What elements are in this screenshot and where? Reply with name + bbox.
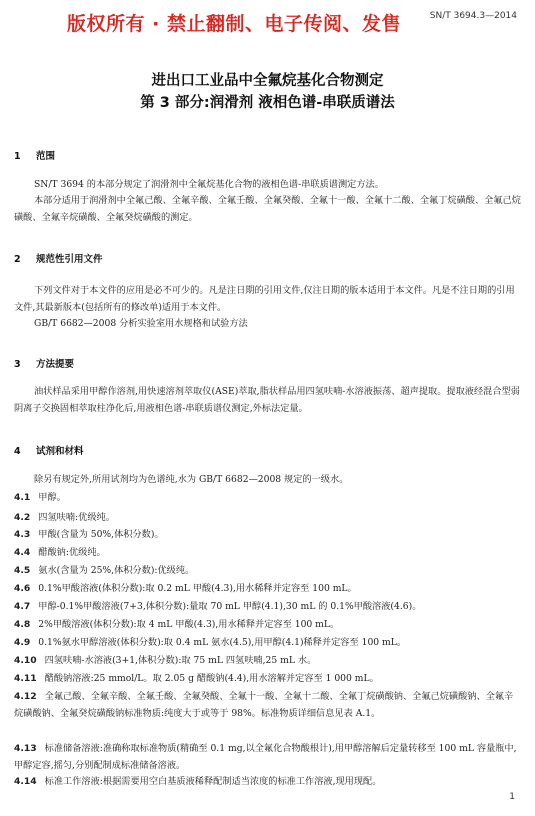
reagent-text: 醋酸钠:优级纯。 — [38, 547, 106, 558]
reagent-item — [14, 510, 522, 527]
section-number: 1 — [14, 151, 21, 162]
document-subtitle: 第 3 部分:润滑剂 液相色谱-串联质谱法 — [140, 95, 395, 111]
reagent-number: 4.14 — [14, 776, 37, 787]
section-heading-references — [14, 251, 103, 265]
reagent-item — [14, 617, 522, 634]
reagent-item — [14, 774, 522, 791]
reagent-item — [14, 653, 522, 670]
document-title: 进出口工业品中全氟烷基化合物测定 — [151, 73, 384, 89]
scope-paragraph-2: 本部分适用于润滑剂中全氟己酸、全氟辛酸、全氟壬酸、全氟癸酸、全氟十一酸、全氟十二酸、全氟丁烷磺酸、全氟己烷磺酸、全氟辛烷磺酸、全氟癸烷磺酸的测定。 — [14, 195, 521, 223]
section-number: 2 — [14, 254, 21, 265]
reagent-text: 0.1%甲酸溶液(体积分数):取 0.2 mL 甲酸(4.3),用水稀释并定容至 100 mL。 — [38, 583, 357, 594]
reagent-text: 醋酸钠溶液:25 mmol/L。取 2.05 g 醋酸钠(4.4),用水溶解并定容至 1 000 mL。 — [44, 673, 379, 684]
reagent-text: 标准工作溶液:根据需要用空白基质液稀释配制适当浓度的标准工作溶液,现用现配。 — [44, 776, 382, 787]
reagent-item — [14, 599, 522, 616]
reagent-number: 4.12 — [14, 691, 37, 702]
reagent-number: 4.1 — [14, 492, 31, 503]
reagent-number: 4.8 — [14, 619, 31, 630]
reagent-number: 4.3 — [14, 529, 31, 540]
reagents-intro: 除另有规定外,所用试剂均为色谱纯,水为 GB/T 6682—2008 规定的一级水。 — [34, 474, 349, 485]
reagent-item — [14, 741, 522, 774]
references-paragraph-1: 下列文件对于本文件的应用是必不可少的。凡是注日期的引用文件,仅注日期的版本适用于本文件。凡是不注日期的引用文件,其最新版本(包括所有的修改单)适用于本文件。 — [14, 285, 515, 313]
reagent-item — [14, 581, 522, 598]
section-title: 规范性引用文件 — [36, 254, 103, 265]
reagent-item — [14, 527, 522, 544]
section-title: 方法提要 — [36, 359, 75, 370]
reagent-item — [14, 563, 522, 580]
section-heading-reagents — [14, 443, 84, 457]
section-heading-principle — [14, 356, 74, 370]
reagent-item — [14, 490, 522, 507]
reagent-text: 四氢呋喃:优级纯。 — [38, 512, 115, 523]
section-number: 4 — [14, 446, 21, 457]
reagent-number: 4.6 — [14, 583, 31, 594]
reagent-text: 全氟己酸、全氟辛酸、全氟壬酸、全氟癸酸、全氟十一酸、全氟十二酸、全氟丁烷磺酸钠、全氟己烷磺酸钠、全氟辛烷磺酸钠、全氟癸烷磺酸钠标准物质:纯度大于或等于 98%。标准物质详细信息见表 A.1。 — [14, 691, 514, 719]
section-number: 3 — [14, 359, 21, 370]
reagent-text: 2%甲酸溶液(体积分数):取 4 mL 甲酸(4.3),用水稀释并定容至 100 mL。 — [38, 619, 340, 630]
reagent-number: 4.4 — [14, 547, 31, 558]
reagent-number: 4.2 — [14, 512, 31, 523]
scope-paragraph-1: SN/T 3694 的本部分规定了润滑剂中全氟烷基化合物的液相色谱-串联质谱测定方法。 — [34, 179, 384, 190]
section-heading-scope — [14, 148, 55, 162]
reagent-number: 4.13 — [14, 743, 37, 754]
references-standard: GB/T 6682—2008 分析实验室用水规格和试验方法 — [34, 318, 248, 329]
reagent-text: 氨水(含量为 25%,体积分数):优级纯。 — [38, 565, 195, 576]
reagent-item — [14, 671, 522, 688]
reagent-text: 甲酸(含量为 50%,体积分数)。 — [38, 529, 164, 540]
reagent-item — [14, 545, 522, 562]
reagent-text: 四氢呋喃-水溶液(3+1,体积分数):取 75 mL 四氢呋喃,25 mL 水。 — [44, 655, 317, 666]
reagent-text: 甲醇-0.1%甲酸溶液(7+3,体积分数):量取 70 mL 甲醇(4.1),30 mL 的 0.1%甲酸溶液(4.6)。 — [38, 601, 422, 612]
reagent-number: 4.5 — [14, 565, 31, 576]
reagent-text: 0.1%氨水甲醇溶液(体积分数):取 0.4 mL 氨水(4.5),用甲醇(4.1)稀释并定容至 100 mL。 — [38, 637, 407, 648]
reagent-number: 4.10 — [14, 655, 37, 666]
reagent-text: 甲醇。 — [38, 492, 66, 503]
standard-code: SN/T 3694.3—2014 — [429, 11, 517, 21]
section-title: 试剂和材料 — [36, 446, 84, 457]
principle-paragraph: 油状样品采用甲醇作溶剂,用快速溶剂萃取仪(ASE)萃取,脂状样品用四氢呋喃-水溶液振荡、超声提取。提取液经混合型弱阴离子交换固相萃取柱净化后,用液相色谱-串联质谱仪测定,外标法定量。 — [14, 386, 520, 414]
page-number: 1 — [509, 792, 515, 802]
reagent-number: 4.7 — [14, 601, 31, 612]
section-title: 范围 — [36, 151, 56, 162]
reagent-number: 4.11 — [14, 673, 37, 684]
reagent-item — [14, 689, 522, 722]
copyright-watermark: 版权所有 · 禁止翻制、电子传阅、发售 — [67, 13, 401, 35]
reagent-text: 标准储备溶液:准确称取标准物质(精确至 0.1 mg,以全氟化合物酸根计),用甲醇溶解后定量转移至 100 mL 容量瓶中,甲醇定容,摇匀,分别配制成标准储备溶液。 — [14, 743, 517, 771]
reagent-item — [14, 635, 522, 652]
reagent-number: 4.9 — [14, 637, 31, 648]
